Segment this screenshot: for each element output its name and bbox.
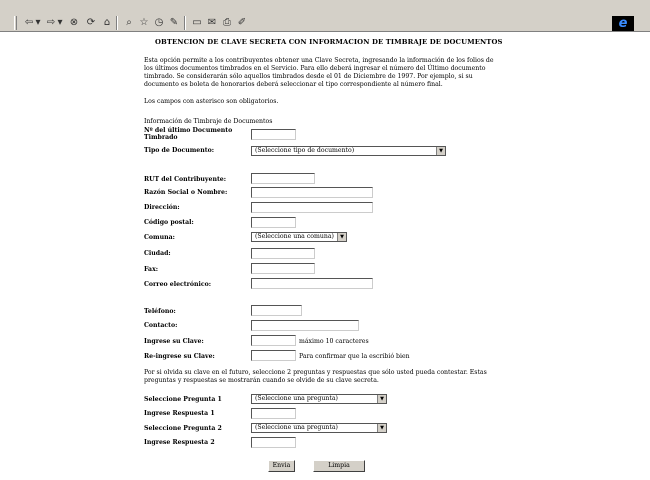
security-note: Por si olvida su clave en el futuro, seleccione 2 preguntas y respuestas que sólo usted pueda contestar. Estas preguntas y respuestas se mostrarán cuando se olvide de su clave secreta. <box>144 369 487 384</box>
home-icon[interactable]: ⌂ <box>103 17 111 28</box>
page-content <box>0 32 650 480</box>
contacto-label: Contacto: <box>144 322 178 329</box>
comuna-value: (Seleccione una comuna) <box>255 233 334 240</box>
history-icon[interactable]: ◷ <box>154 17 164 28</box>
submit-button[interactable]: Envia <box>268 460 295 472</box>
direccion-label: Dirección: <box>144 204 180 211</box>
chevron-down-icon[interactable]: ▼ <box>337 233 346 241</box>
clave-input[interactable] <box>251 335 296 346</box>
doc-type-label: Tipo de Documento: <box>144 147 214 154</box>
comuna-select[interactable] <box>251 232 347 242</box>
ciudad-input[interactable] <box>251 248 315 259</box>
back-arrow-icon[interactable]: ⇦ <box>24 17 34 28</box>
back-dropdown-icon[interactable]: ▾ <box>35 17 41 28</box>
respuesta2-label: Ingrese Respuesta 2 <box>144 439 215 446</box>
search-icon[interactable]: ⌕ <box>126 17 132 28</box>
respuesta2-input[interactable] <box>251 437 296 448</box>
last-doc-label: Nº del último Documento Timbrado <box>144 127 233 141</box>
pregunta1-select[interactable] <box>251 394 387 404</box>
section-label: Información de Timbraje de Documentos <box>144 118 273 125</box>
clear-button[interactable]: Limpia <box>313 460 365 472</box>
toolbar-separator <box>116 16 118 30</box>
correo-input[interactable] <box>251 278 373 289</box>
doc-type-select[interactable] <box>251 146 446 156</box>
rut-label: RUT del Contribuyente: <box>144 176 227 183</box>
refresh-icon[interactable]: ⟳ <box>86 17 96 28</box>
razon-label: Razón Social o Nombre: <box>144 189 228 196</box>
toolbar-grip[interactable] <box>14 16 17 30</box>
codigo-input[interactable] <box>251 217 296 228</box>
pregunta2-value: (Seleccione una pregunta) <box>255 424 338 431</box>
razon-input[interactable] <box>251 187 373 198</box>
chevron-down-icon[interactable]: ▼ <box>436 147 445 155</box>
toolbar-separator <box>184 16 186 30</box>
favorites-icon[interactable]: ☆ <box>139 17 149 28</box>
comuna-label: Comuna: <box>144 234 175 241</box>
intro-text: Esta opción permite a los contribuyentes obtener una Clave Secreta, ingresando la información de los folios de los últimos documentos timbrados en el Servicio. Para ello deberá ingresar el número del Último documento timbrado. Se considerarán sólo aquellos timbrados desde el 01 de Diciembre de 1997. Por ejemplo, si su documento es boleta de honorarios deberá seleccionar el tipo correspondiente al número final. <box>144 57 494 88</box>
direccion-input[interactable] <box>251 202 373 213</box>
pregunta2-label: Seleccione Pregunta 2 <box>144 425 222 432</box>
stop-icon[interactable]: ⊗ <box>69 17 79 28</box>
telefono-input[interactable] <box>251 305 302 316</box>
telefono-label: Teléfono: <box>144 308 176 315</box>
browser-logo-icon: e <box>612 16 634 31</box>
forward-arrow-icon[interactable]: ⇨ <box>46 17 56 28</box>
forward-dropdown-icon[interactable]: ▾ <box>57 17 63 28</box>
respuesta1-input[interactable] <box>251 408 296 419</box>
respuesta1-label: Ingrese Respuesta 1 <box>144 410 215 417</box>
page-title: OBTENCION DE CLAVE SECRETA CON INFORMACION DE TIMBRAJE DE DOCUMENTOS <box>155 38 503 46</box>
fax-label: Fax: <box>144 266 159 273</box>
fax-input[interactable] <box>251 263 315 274</box>
fullscreen-icon[interactable]: ▭ <box>192 17 202 28</box>
required-note: Los campos con asterisco son obligatorios. <box>144 98 279 105</box>
contacto-input[interactable] <box>251 320 359 331</box>
clave-hint: máximo 10 caracteres <box>299 338 369 345</box>
last-doc-input[interactable] <box>251 129 296 140</box>
clave-label: Ingrese su Clave: <box>144 338 204 345</box>
print-icon[interactable]: ⎙ <box>223 17 231 28</box>
rut-input[interactable] <box>251 173 315 184</box>
mail-icon[interactable]: ✉ <box>207 17 217 28</box>
pregunta1-label: Seleccione Pregunta 1 <box>144 396 222 403</box>
chevron-down-icon[interactable]: ▼ <box>377 395 386 403</box>
reclave-label: Re-ingrese su Clave: <box>144 353 215 360</box>
browser-toolbar <box>0 0 650 32</box>
reclave-input[interactable] <box>251 350 296 361</box>
chevron-down-icon[interactable]: ▼ <box>377 424 386 432</box>
channels-icon[interactable]: ✎ <box>169 17 179 28</box>
ciudad-label: Ciudad: <box>144 250 171 257</box>
reclave-hint: Para confirmar que la escribió bien <box>299 353 410 360</box>
pregunta1-value: (Seleccione una pregunta) <box>255 395 338 402</box>
codigo-label: Código postal: <box>144 219 194 226</box>
correo-label: Correo electrónico: <box>144 281 212 288</box>
doc-type-value: (Seleccione tipo de documento) <box>255 147 355 154</box>
edit-icon[interactable]: ✐ <box>237 17 247 28</box>
pregunta2-select[interactable] <box>251 423 387 433</box>
